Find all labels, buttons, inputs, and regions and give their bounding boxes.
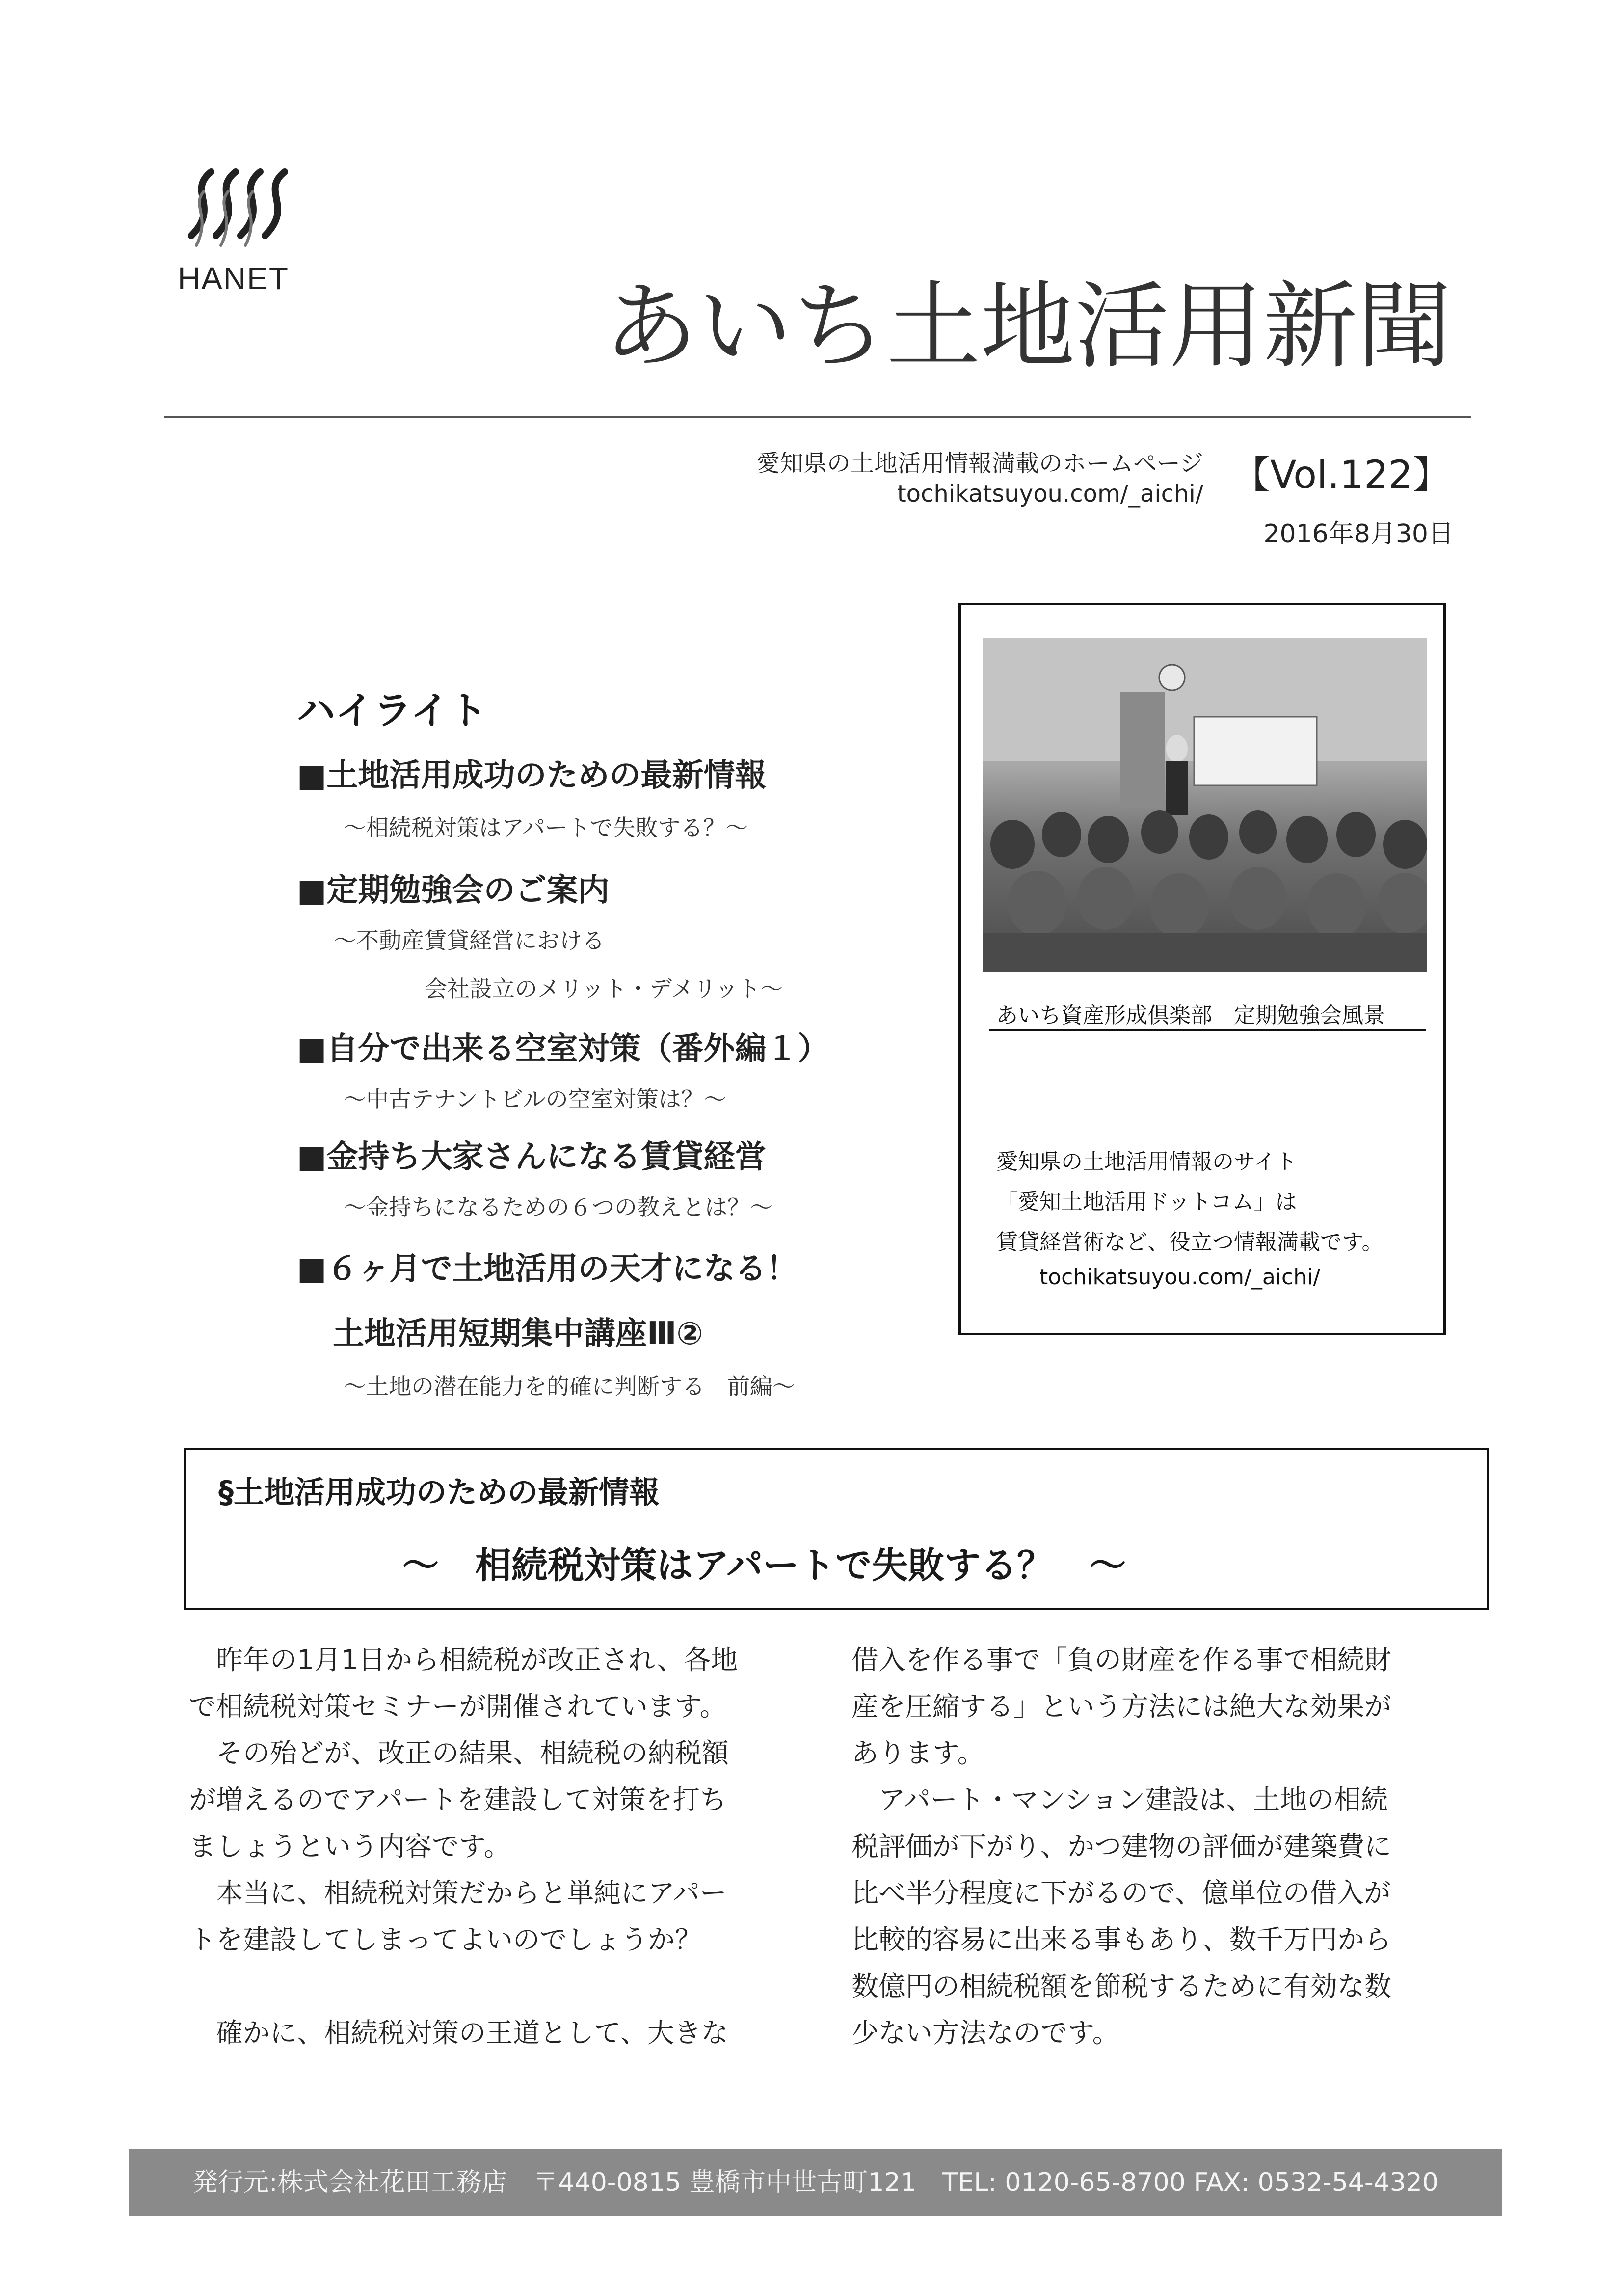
site-url[interactable]: tochikatsuyou.com/_aichi/ xyxy=(1039,1265,1321,1290)
logo-text: HANET xyxy=(178,261,289,296)
article-line: 比べ半分程度に下がるので、億単位の借入が xyxy=(851,1877,1391,1909)
photo-caption-underline xyxy=(989,1029,1426,1031)
article-line: 税評価が下がり、かつ建物の評価が建築費に xyxy=(851,1831,1392,1862)
site-info-line: 愛知県の土地活用情報のサイト xyxy=(996,1149,1297,1174)
highlight-item-title: ■自分で出来る空室対策（番外編１） xyxy=(297,1031,829,1067)
article-line: 比較的容易に出来る事もあり、数千万円から xyxy=(851,1924,1392,1955)
article-line: で相続税対策セミナーが開催されています。 xyxy=(189,1691,727,1722)
highlight-item-sub: ～土地の潜在能力を的確に判断する 前編～ xyxy=(344,1373,795,1400)
article-line: 本当に、相続税対策だからと単純にアパー xyxy=(189,1877,727,1909)
article-line: が増えるのでアパートを建設して対策を打ち xyxy=(189,1784,727,1815)
highlight-item-sub: 会社設立のメリット・デメリット～ xyxy=(425,975,783,1002)
highlights-heading: ハイライト xyxy=(297,689,487,733)
article-line: アパート・マンション建設は、土地の相続 xyxy=(851,1784,1388,1815)
article-line: 借入を作る事で「負の財産を作る事で相続財 xyxy=(851,1644,1392,1675)
newspaper-title: あいち土地活用新聞 xyxy=(604,272,1452,381)
section-subtitle: ～ 相続税対策はアパートで失敗する？ ～ xyxy=(402,1544,1126,1587)
highlight-item-title-2: 土地活用短期集中講座Ⅲ② xyxy=(333,1316,703,1352)
highlight-item-sub: ～中古テナントビルの空室対策は？～ xyxy=(344,1086,726,1112)
highlight-item-sub: ～金持ちになるための６つの教えとは？～ xyxy=(344,1194,772,1220)
article-line: あります。 xyxy=(851,1737,984,1769)
article-line: 少ない方法なのです。 xyxy=(851,2017,1119,2049)
section-title: §土地活用成功のための最新情報 xyxy=(218,1474,660,1510)
article-line: ましょうという内容です。 xyxy=(189,1831,511,1862)
highlight-item-title: ■土地活用成功のための最新情報 xyxy=(297,757,767,794)
article-line: 確かに、相続税対策の王道として、大きな xyxy=(189,2017,728,2049)
seminar-photo xyxy=(983,638,1427,972)
article-line: 産を圧縮する」という方法には絶大な効果が xyxy=(851,1691,1392,1722)
highlight-item-sub: ～相続税対策はアパートで失敗する？～ xyxy=(344,814,748,841)
highlight-item-title: ■６ヶ月で土地活用の天才になる！ xyxy=(297,1251,798,1287)
article-line: 数億円の相続税額を節税するために有効な数 xyxy=(851,1971,1392,2002)
highlight-item-title: ■定期勉強会のご案内 xyxy=(297,872,610,909)
site-info-line: 賃貸経営術など、役立つ情報満載です。 xyxy=(996,1230,1384,1255)
highlight-item-sub: ～不動産賃貸経営における xyxy=(334,927,605,954)
photo-caption: あいち資産形成倶楽部 定期勉強会風景 xyxy=(996,1003,1385,1028)
article-line: トを建設してしまってよいのでしょうか？ xyxy=(189,1924,702,1955)
issue-date: 2016年8月30日 xyxy=(1263,519,1454,549)
homepage-caption: 愛知県の土地活用情報満載のホームページ xyxy=(756,450,1203,477)
masthead-divider xyxy=(164,416,1471,418)
site-info-line: 「愛知土地活用ドットコム」は xyxy=(996,1189,1297,1215)
homepage-url[interactable]: tochikatsuyou.com/_aichi/ xyxy=(897,480,1203,508)
highlight-item-title: ■金持ち大家さんになる賃貸経営 xyxy=(297,1139,767,1175)
volume-number: 【Vol.122】 xyxy=(1232,453,1451,497)
publisher-info: 発行元:株式会社花田工務店 〒440-0815 豊橋市中世古町121 TEL: 0120-65-8700 FAX: 0532-54-4320 xyxy=(192,2168,1438,2197)
article-line: 昨年の1月1日から相続税が改正され、各地 xyxy=(189,1644,738,1675)
article-line: その殆どが、改正の結果、相続税の納税額 xyxy=(189,1737,729,1769)
